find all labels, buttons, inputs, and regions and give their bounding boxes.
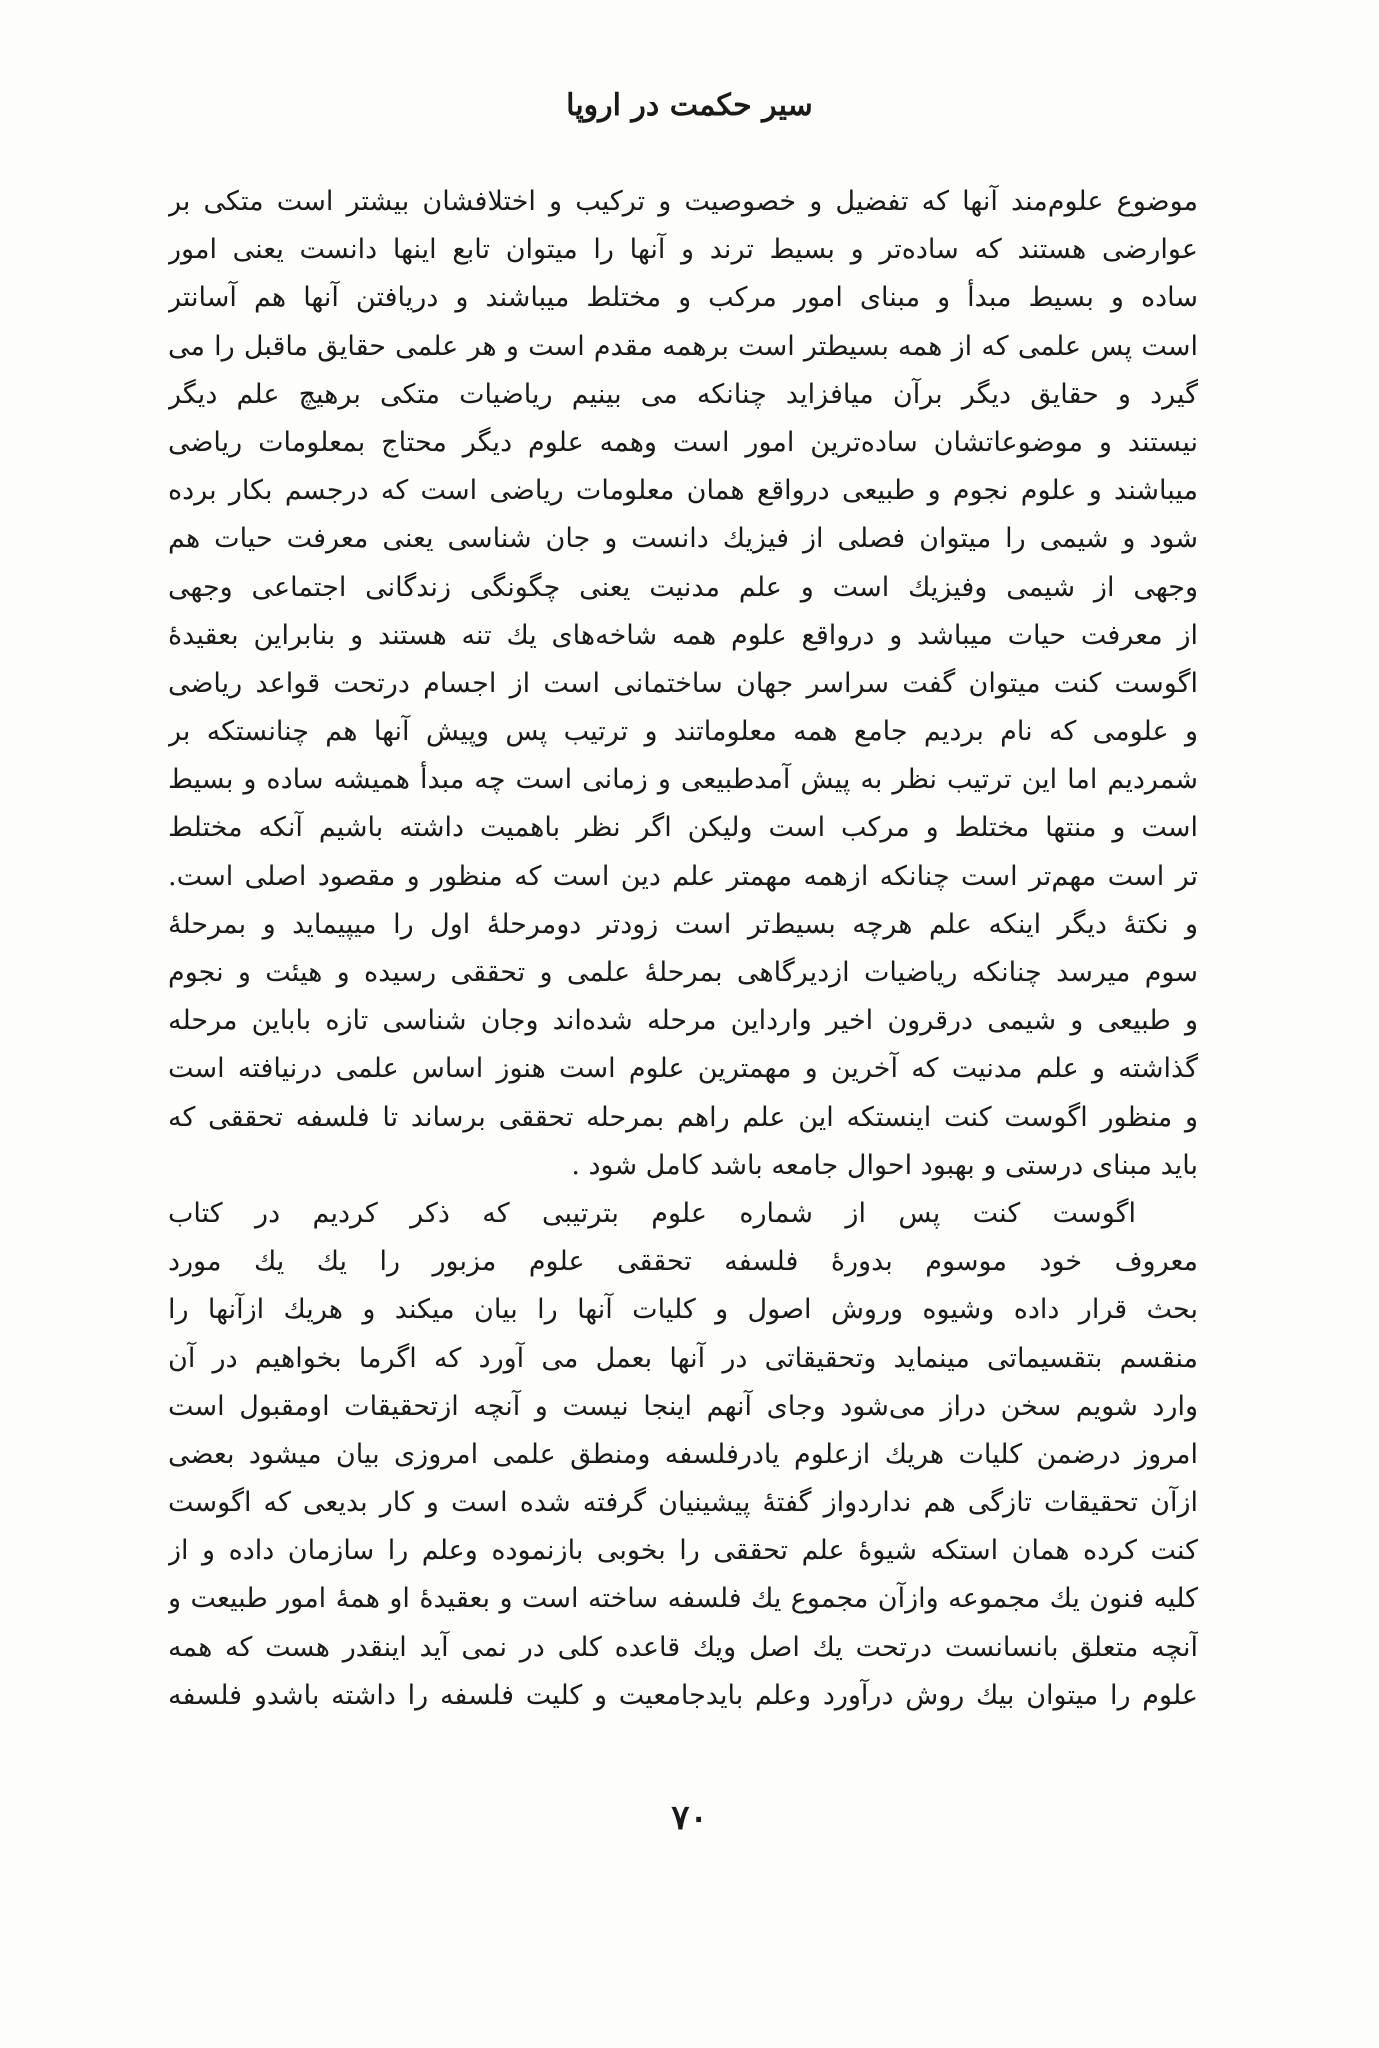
text-line: باید مبنای درستی و بهبود احوال جامعه باشد کامل شود . (571, 1149, 1198, 1181)
text-line: تر است مهم‌تر است چنانکه ازهمه مهمتر علم دین است که منظور و مقصود اصلی است. (168, 860, 1198, 892)
text-line: کلیه فنون یك مجموعه وازآن مجموع یك فلسفه ساخته است و بعقیدهٔ او همهٔ امور طبیعت و (168, 1583, 1198, 1615)
text-line: وارد شویم سخن دراز می‌شود وجای آنهم اینجا نیست و آنچه ازتحقیقات اومقبول است (168, 1390, 1198, 1422)
text-line: و علومی که نام بردیم جامع همه معلوماتند و ترتیب پس وپیش آنها هم چنانستکه بر (168, 716, 1198, 748)
text-line: کنت کرده همان استکه شیوهٔ علم تحققی را بخوبی بازنموده وعلم را سازمان داده و از (168, 1535, 1198, 1567)
text-line: سوم میرسد چنانکه ریاضیات ازدیرگاهی بمرحلهٔ علمی و تحققی رسیده و هیئت و نجوم (168, 957, 1198, 988)
text-line: اگوست کنت پس از شماره علوم بترتیبی که ذکر کردیم در کتاب (168, 1197, 1136, 1229)
text-line: است و منتها مختلط و مرکب است ولیکن اگر نظر باهمیت داشته باشیم آنکه مختلط (168, 812, 1198, 844)
text-line: علوم را میتوان بیك روش درآورد وعلم بایدجامعیت و کلیت فلسفه را داشته باشدو فلسفه (168, 1679, 1198, 1711)
page-number: ۷۰ (671, 1798, 708, 1838)
text-line: گیرد و حقایق دیگر برآن میافزاید چنانکه می بینیم ریاضیات متکی برهیچ علم دیگر (168, 378, 1198, 410)
text-line: از معرفت حیات میباشد و درواقع علوم همه شاخه‌های یك تنه هستند و بنابراین بعقیدهٔ (168, 619, 1198, 651)
text-line: بحث قرار داده وشیوه وروش اصول و کلیات آنها را بیان میکند و هریك ازآنها را (168, 1294, 1198, 1326)
text-line: شود و شیمی را میتوان فصلی از فیزیك دانست و جان شناسی یعنی معرفت حیات هم (168, 523, 1198, 555)
text-line: امروز درضمن کلیات هریك ازعلوم یادرفلسفه ومنطق علمی امروزی بیان میشود بعضی (168, 1438, 1198, 1470)
body-text (168, 178, 1198, 1720)
text-line: وجهی از شیمی وفیزیك است و علم مدنیت یعنی چگونگی زندگانی اجتماعی وجهی (168, 571, 1198, 603)
text-line: عوارضی هستند که ساده‌تر و بسیط ترند و آنها را میتوان تابع اینها دانست یعنی امور (168, 234, 1198, 266)
text-line: منقسم بتقسیماتی مینماید وتحقیقاتی در آنها بعمل می آورد که اگرما بخواهیم در آن (168, 1342, 1198, 1374)
text-line: موضوع علوم‌مند آنها که تفضیل و خصوصیت و ترکیب و اختلافشان بیشتر است متکی بر (168, 186, 1198, 217)
text-line: اگوست کنت میتوان گفت سراسر جهان ساختمانی است از اجسام درتحت قواعد ریاضی (168, 667, 1198, 699)
text-line: ازآن تحقیقات تازگی هم نداردواز گفتهٔ پیشینیان گرفته شده است و کار بدیعی که اگوست (168, 1487, 1198, 1519)
running-title: سیر حکمت در اروپا (566, 88, 813, 123)
text-line: نیستند و موضوعاتشان ساده‌ترین امور است وهمه علوم دیگر محتاج بمعلومات ریاضی (168, 426, 1198, 458)
text-line: میباشند و علوم نجوم و طبیعی درواقع همان معلومات ریاضی است که درجسم بکار برده (168, 475, 1198, 507)
text-line: گذاشته و علم مدنیت که آخرین و مهمترین علوم است هنوز اساس علمی درنیافته است (168, 1053, 1198, 1085)
text-line: ساده و بسیط مبدأ و مبنای امور مرکب و مختلط میباشند و دریافتن آنها هم آسانتر (168, 282, 1198, 314)
text-line: و منظور اگوست کنت اینستکه این علم راهم بمرحله تحققی برساند تا فلسفه تحققی که (168, 1101, 1198, 1133)
text-line: معروف خود موسوم بدورهٔ فلسفه تحققی علوم مزبور را یك یك مورد (168, 1246, 1198, 1278)
text-line: و طبیعی و شیمی درقرون اخیر وارداین مرحله شده‌اند وجان شناسی تازه باباین مرحله (168, 1005, 1198, 1037)
text-line: شمردیم اما این ترتیب نظر به پیش آمدطبیعی و زمانی است چه مبدأ همیشه ساده و بسیط (168, 764, 1198, 796)
text-line: است پس علمی که از همه بسیطتر است برهمه مقدم است و هر علمی حقایق ماقبل را می (168, 330, 1198, 362)
text-line: و نکتهٔ دیگر اینکه علم هرچه بسیط‌تر است زودتر دومرحلهٔ اول را میپیماید و بمرحلهٔ (168, 908, 1198, 940)
text-line: آنچه متعلق بانسانست درتحت یك اصل ویك قاعده کلی در نمی آید اینقدر هست که همه (168, 1631, 1198, 1663)
